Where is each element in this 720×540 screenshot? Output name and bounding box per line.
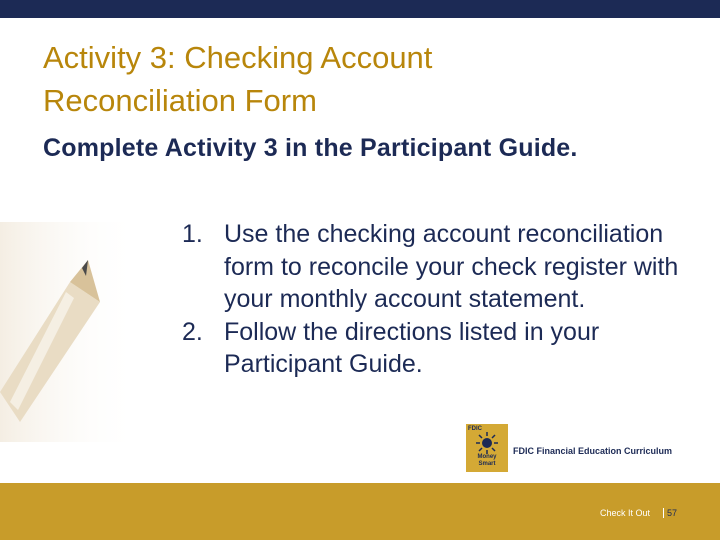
slide-subtitle: Complete Activity 3 in the Participant Guide. — [43, 134, 578, 162]
slide-title — [43, 36, 683, 122]
footer-label: Check It Out — [600, 508, 651, 518]
step-number: 2. — [182, 317, 203, 346]
money-label: Money — [477, 454, 497, 460]
page-number: 57 — [663, 508, 677, 518]
list-item — [182, 218, 682, 316]
money-smart-badge — [466, 424, 508, 472]
instruction-list — [182, 218, 682, 381]
step-text: Use the checking account reconciliation form to reconcile your check register with your monthly account statement. — [224, 220, 679, 313]
step-number: 1. — [182, 220, 203, 248]
logo-tag: FDIC — [468, 426, 482, 432]
list-item — [182, 316, 682, 381]
slide-title-line2: Reconciliation Form — [43, 83, 317, 118]
pencil-icon — [0, 222, 140, 442]
fdic-money-smart-logo — [466, 424, 686, 474]
top-bar — [0, 0, 720, 18]
money-smart-label — [466, 454, 508, 468]
smart-label: Smart — [478, 461, 496, 467]
step-text: Follow the directions listed in your Participant Guide. — [224, 317, 600, 378]
pencil-illustration — [0, 222, 140, 442]
curriculum-text: FDIC Financial Education Curriculum — [513, 446, 673, 456]
slide-title-line1: Activity 3: Checking Account — [43, 40, 433, 75]
